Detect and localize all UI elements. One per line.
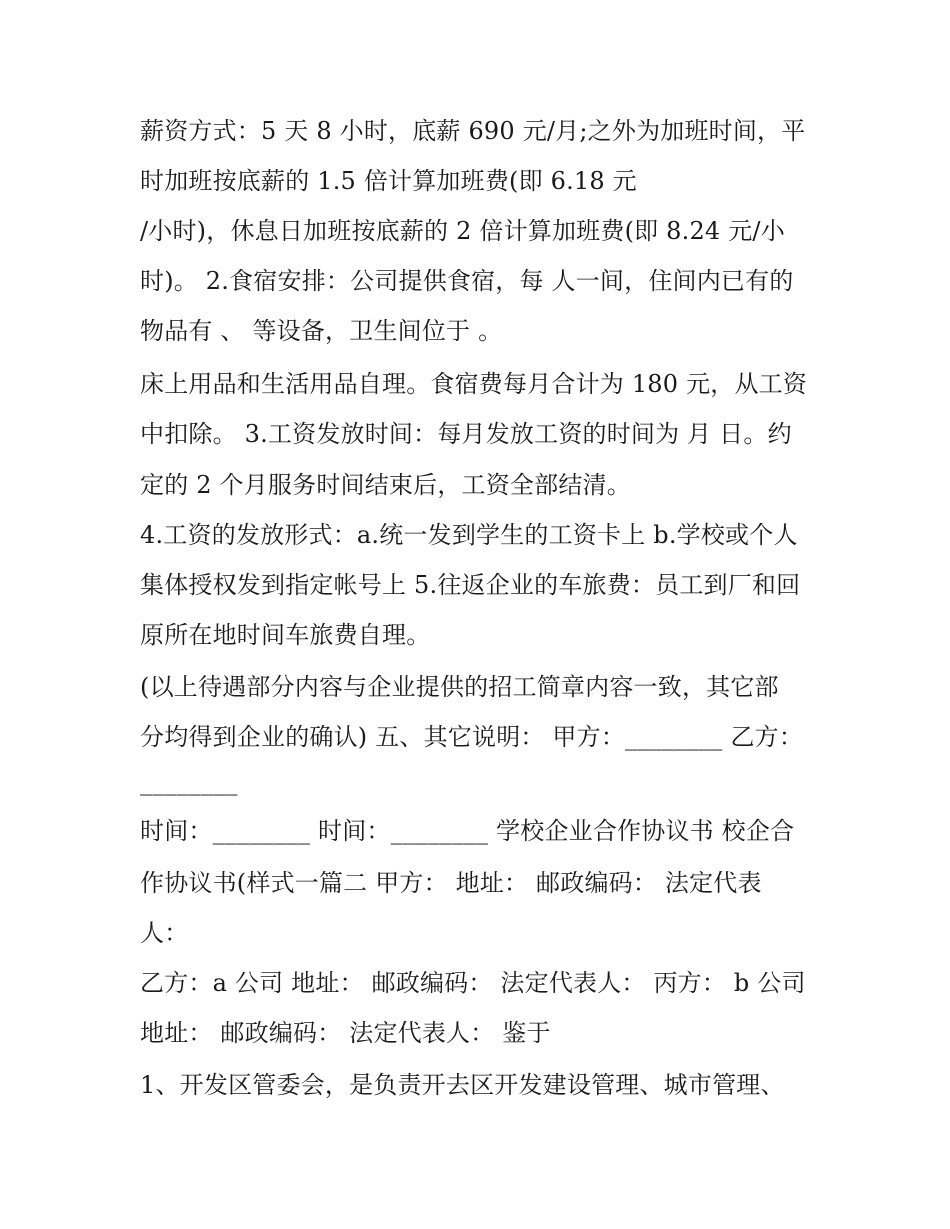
text-line: 定的 2 个月服务时间结束后，工资全部结清。 xyxy=(140,471,631,499)
text-line: 分均得到企业的确认) 五、其它说明： 甲方：________ 乙方： xyxy=(140,723,804,751)
text-line: /小时)，休息日加班按底薪的 2 倍计算加班费(即 8.24 元/小 xyxy=(140,217,785,245)
text-line: 1、开发区管委会，是负责开去区开发建设管理、城市管理、 xyxy=(140,1071,785,1099)
text-line: 物品有 、 等设备，卫生间位于 。 xyxy=(140,317,503,345)
text-line: 时加班按底薪的 1.5 倍计算加班费(即 6.18 元 xyxy=(140,167,637,195)
text-line: (以上待遇部分内容与企业提供的招工简章内容一致，其它部 xyxy=(140,673,779,701)
text-line: ________ xyxy=(140,768,238,796)
text-line: 人： xyxy=(140,919,189,947)
text-line: 原所在地时间车旅费自理。 xyxy=(140,621,431,649)
text-line: 地址： 邮政编码： 法定代表人： 鉴于 xyxy=(140,1019,551,1047)
text-line: 薪资方式：5 天 8 小时，底薪 690 元/月;之外为加班时间，平 xyxy=(140,117,806,145)
text-line: 时)。 2.食宿安排：公司提供食宿，每 人一间，住间内已有的 xyxy=(140,267,794,295)
text-line: 中扣除。 3.工资发放时间：每月发放工资的时间为 月 日。约 xyxy=(140,420,792,448)
text-line: 时间：________ 时间：________ 学校企业合作协议书 校企合 xyxy=(140,817,795,845)
text-line: 床上用品和生活用品自理。食宿费每月合计为 180 元，从工资 xyxy=(140,370,808,398)
text-line: 作协议书(样式一篇二 甲方： 地址： 邮政编码： 法定代表 xyxy=(140,869,762,897)
text-line: 乙方：a 公司 地址： 邮政编码： 法定代表人： 丙方： b 公司 xyxy=(140,969,806,997)
text-line: 4.工资的发放形式：a.统一发到学生的工资卡上 b.学校或个人 xyxy=(140,521,798,549)
text-line: 集体授权发到指定帐号上 5.往返企业的车旅费：员工到厂和回 xyxy=(140,571,801,599)
